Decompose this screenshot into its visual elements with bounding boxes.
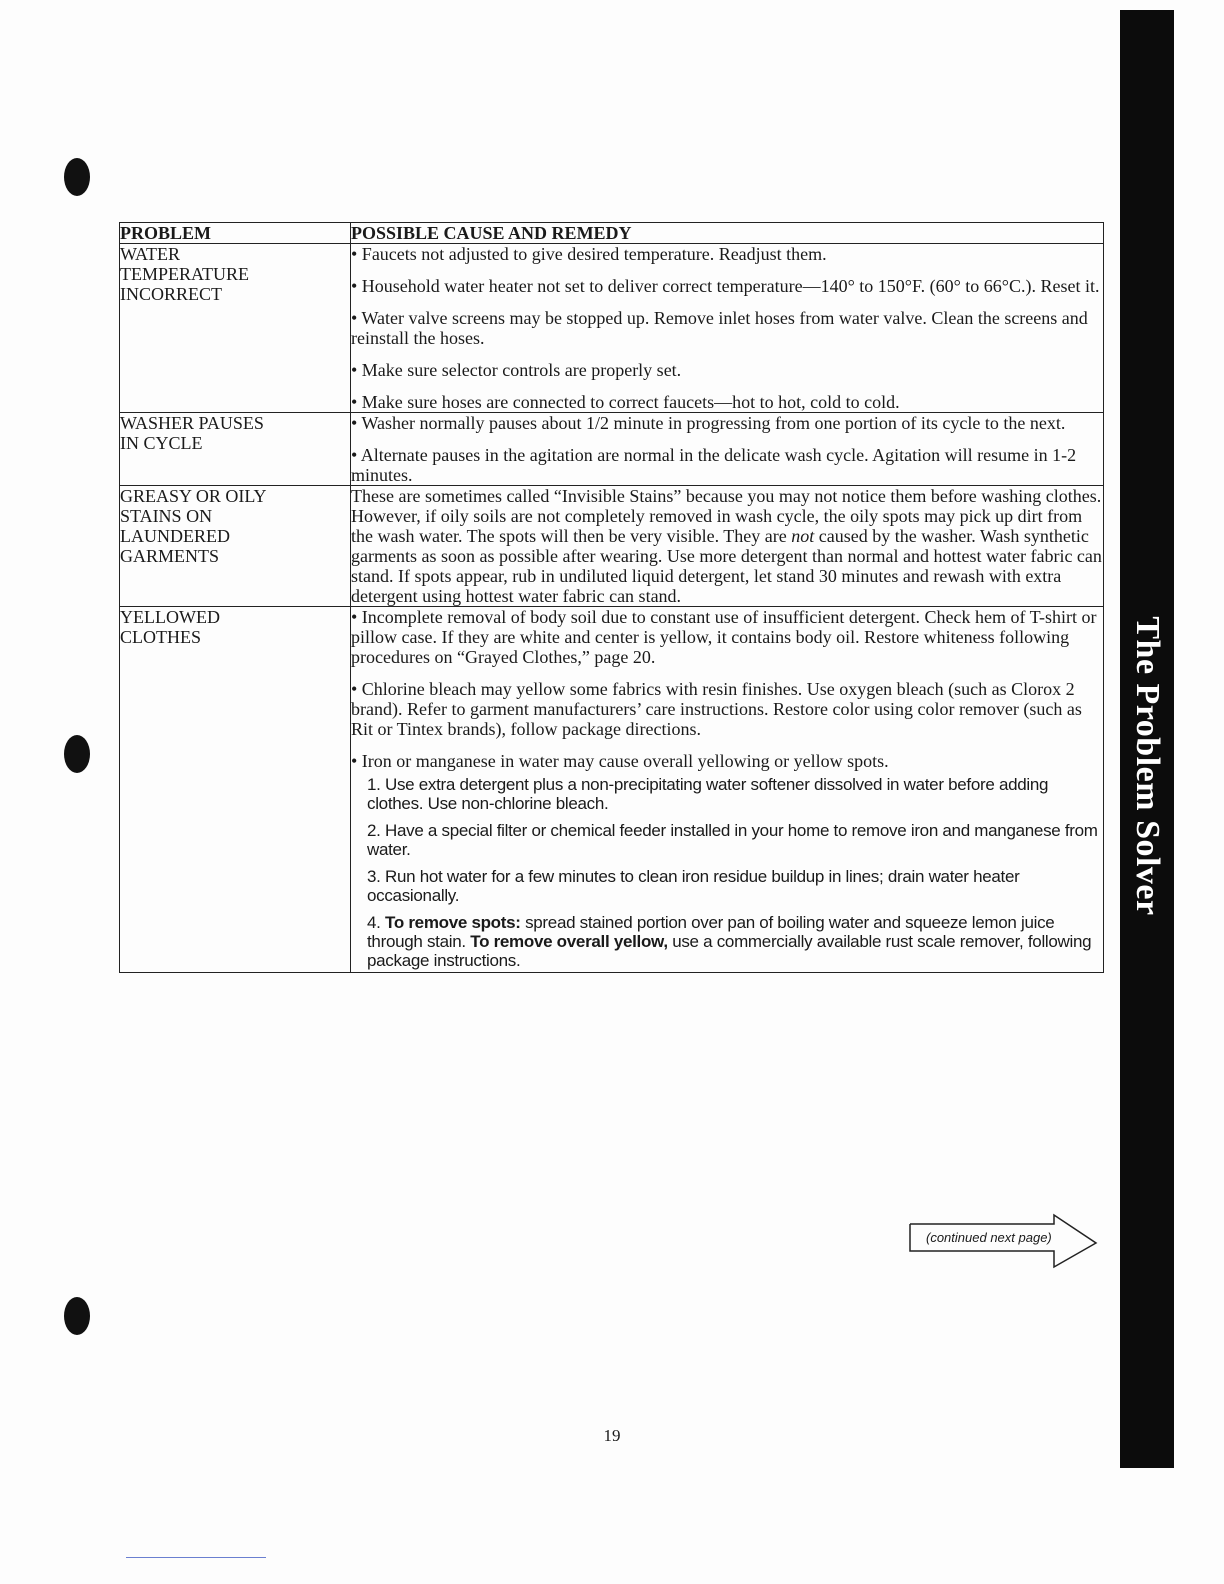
problem-cell [120,486,351,607]
paragraph-text: These are sometimes called “Invisible Stains” because you may not notice them before washing clothes. However, if oily soils are not completely removed in wash cycle, the oily spots may pick up dirt from the wash water. The spots will then be very visible. They are [351,486,1102,546]
problem-cell [120,413,351,486]
remedy-item: • Iron or manganese in water may cause overall yellowing or yellow spots. [351,751,889,771]
table-header-row [120,223,1104,244]
continued-next-page [908,1213,1098,1269]
problem-line: WATER [120,244,180,264]
remedy-item: • Alternate pauses in the agitation are normal in the delicate wash cycle. Agitation will resume in 1-2 minutes. [351,445,1077,485]
header-remedy: POSSIBLE CAUSE AND REMEDY [351,223,1104,244]
section-side-tab [1120,10,1174,1468]
problem-line: CLOTHES [120,627,201,647]
problem-line: LAUNDERED [120,526,230,546]
remedy-item: • Make sure hoses are connected to correct faucets—hot to hot, cold to cold. [351,392,900,412]
binder-hole-top [64,158,90,196]
paragraph-emphasis: not [791,526,815,546]
problem-line: WASHER PAUSES [120,413,264,433]
table-row [120,413,1104,486]
step-number: 4. [367,913,381,932]
table-row [120,244,1104,413]
remedy-paragraph [351,486,1103,606]
remedy-item: • Chlorine bleach may yellow some fabrics with resin finishes. Use oxygen bleach (such as Clorox 2 brand). Refer to garment manufacturers’ care instructions. Restore color using color remover (such as Rit or Tintex brands), follow package directions. [351,679,1082,739]
remedy-step: 1. Use extra detergent plus a non-precipitating water softener dissolved in water before adding clothes. Use non-chlorine bleach. [367,775,1049,813]
continued-label: (continued next page) [926,1230,1052,1245]
remedy-item: • Faucets not adjusted to give desired temperature. Readjust them. [351,244,827,264]
problem-line: IN CYCLE [120,433,203,453]
problem-line: INCORRECT [120,284,223,304]
problem-line: STAINS ON [120,506,213,526]
problem-cell [120,607,351,973]
step-text: spread stained portion over pan of boiling water and squeeze lemon juice through stain. [367,913,1055,951]
remedy-cell [351,607,1104,973]
binder-hole-middle [64,735,90,773]
page-number: 19 [603,1426,621,1445]
remedy-step [367,913,1103,970]
problem-cell [120,244,351,413]
header-problem: PROBLEM [120,223,351,244]
step-bold: To remove spots: [385,913,521,932]
step-bold: To remove overall yellow, [470,932,668,951]
problem-line: TEMPERATURE [120,264,250,284]
problem-line: GREASY OR OILY [120,486,267,506]
remedy-cell [351,413,1104,486]
remedy-item: • Washer normally pauses about 1/2 minute in progressing from one portion of its cycle to the next. [351,413,1066,433]
table-row [120,486,1104,607]
paragraph-text: caused by the washer. Wash synthetic garments as soon as possible after wearing. Use more detergent than normal and hottest water fabric can stand. If spots appear, rub in undiluted liquid detergent, let stand 30 minutes and rewash with extra detergent using hottest water fabric can stand. [351,526,1102,606]
remedy-item: • Household water heater not set to deliver correct temperature—140° to 150°F. (60° to 66°C.). Reset it. [351,276,1100,296]
remedy-cell [351,244,1104,413]
divider-line [126,1557,266,1558]
step-text: use a commercially available rust scale remover, following package instructions. [367,932,1092,970]
problem-line: YELLOWED [120,607,220,627]
binder-hole-bottom [64,1297,90,1335]
side-tab-label: The Problem Solver [1129,616,1166,916]
problem-solver-table [119,222,1104,973]
table-row [120,607,1104,973]
remedy-item: • Make sure selector controls are properly set. [351,360,682,380]
remedy-cell [351,486,1104,607]
problem-line: GARMENTS [120,546,220,566]
remedy-step: 3. Run hot water for a few minutes to clean iron residue buildup in lines; drain water heater occasionally. [367,867,1020,905]
remedy-item: • Incomplete removal of body soil due to constant use of insufficient detergent. Check hem of T-shirt or pillow case. If they are white and center is yellow, it contains body oil. Restore whiteness following procedures on “Grayed Clothes,” page 20. [351,607,1097,667]
remedy-item: • Water valve screens may be stopped up. Remove inlet hoses from water valve. Clean the screens and reinstall the hoses. [351,308,1088,348]
remedy-step: 2. Have a special filter or chemical feeder installed in your home to remove iron and manganese from water. [367,821,1098,859]
